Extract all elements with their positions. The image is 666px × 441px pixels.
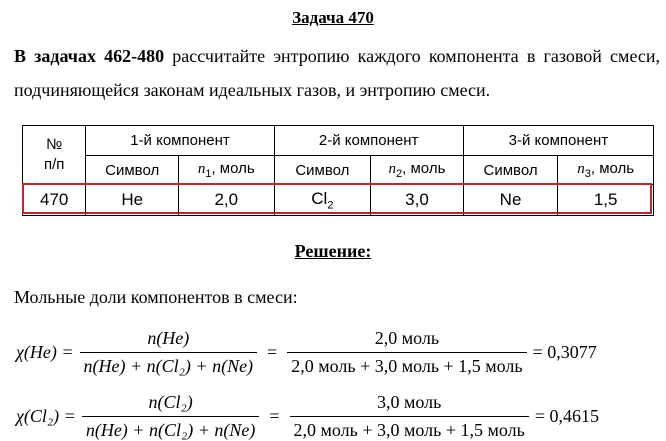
cell-number: 470 — [23, 185, 86, 216]
formula-chi-he: χ(He) = $\frac{n(He)}{\text{n(He) + n(Cl₂) + n(Ne)}}$ = $\frac{\text{2,0 моль}}{\text{2,0 моль + 3,0 моль + 1,5 моль}}$ = 0,3077 — [16, 328, 597, 376]
header-n3: $n_3$, моль — [558, 156, 654, 185]
header-n2: $n_2$, моль — [371, 156, 464, 185]
cell-symbol-3: Ne — [463, 185, 558, 216]
formula2-result: = 0,4615 — [534, 406, 599, 426]
header-symbol-3: Символ — [463, 156, 558, 185]
formula1-lhs: χ(He) = — [16, 342, 74, 362]
formula2-fraction-numeric: $\frac{\text{3,0 моль}}{\text{2,0 моль + 3,0 моль + 1,5 моль}}$ — [290, 392, 529, 441]
cell-symbol-2: $Cl_2$ — [274, 185, 371, 216]
formula2-fraction-symbolic: $\frac{\text{n(Cl₂)}}{\text{n(He) + n(Cl₂) + n(Ne)}}$ — [82, 392, 260, 441]
components-table — [22, 125, 654, 216]
solution-heading: Решение: — [294, 241, 372, 261]
problem-statement — [14, 39, 660, 107]
statement-text: рассчитайте энтропию каждого компонента в газовой смеси, подчиняющейся законам идеальных газов, и энтропию смеси. — [14, 46, 660, 100]
header-n1: $n_1$, моль — [178, 156, 274, 185]
cell-n2: 3,0 — [371, 185, 464, 216]
problem-title: Задача 470 — [292, 8, 374, 27]
header-component-3: 3-й компонент — [463, 126, 653, 156]
statement-bold-prefix: В задачах 462-480 — [14, 46, 165, 66]
formula1-fraction-symbolic: $\frac{n(He)}{\text{n(He) + n(Cl₂) + n(Ne)}}$ — [80, 328, 258, 377]
header-number: № п/п — [23, 126, 86, 185]
formula2-lhs: χ(Cl₂) = — [16, 406, 76, 426]
formula-chi-cl2: χ(Cl₂) = $\frac{\text{n(Cl₂)}}{\text{n(He) + n(Cl₂) + n(Ne)}}$ = $\frac{\text{3,0 моль}}{\text{2,0 моль + 3,0 моль + 1,5 моль}}$ = 0,4615 — [16, 392, 599, 440]
formula1-fraction-numeric: $\frac{\text{2,0 моль}}{\text{2,0 моль + 3,0 моль + 1,5 моль}}$ — [287, 328, 526, 377]
cell-symbol-1: He — [86, 185, 179, 216]
header-symbol-2: Символ — [274, 156, 371, 185]
molar-fractions-text: Мольные доли компонентов в смеси: — [14, 287, 298, 307]
cell-n1: 2,0 — [178, 185, 274, 216]
header-component-2: 2-й компонент — [274, 126, 463, 156]
cell-n3: 1,5 — [558, 185, 654, 216]
header-symbol-1: Символ — [86, 156, 179, 185]
header-component-1: 1-й компонент — [86, 126, 274, 156]
formula1-result: = 0,3077 — [532, 342, 597, 362]
